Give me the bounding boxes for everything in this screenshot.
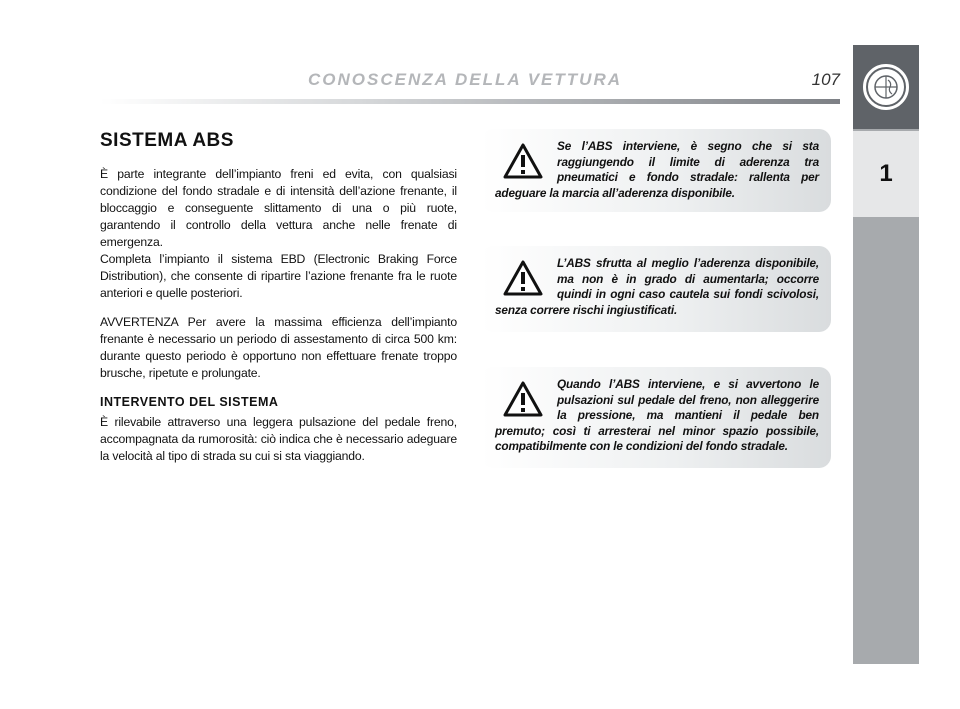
logo-box — [853, 45, 919, 129]
page-header-title: CONOSCENZA DELLA VETTURA — [307, 70, 622, 89]
body-paragraph: AVVERTENZA Per avere la massima efficienza dell’impianto frenante è necessario un periodo di assestamento di circa 500 km: durante questo periodo è opportuno non effettuare frenate troppo brusche, ripetute e prolungate. — [100, 315, 457, 380]
section-title: SISTEMA ABS — [100, 130, 234, 151]
page-number: 107 — [811, 70, 840, 89]
warning-triangle-icon — [503, 260, 543, 296]
body-paragraph: Completa l’impianto il sistema EBD (Electronic Braking Force Distribution), che consente di ripartire l’azione frenante fra le ruote anteriori e quelle posteriori. — [100, 252, 457, 300]
header-rule — [100, 99, 840, 104]
main-column — [100, 130, 457, 465]
warning-box — [481, 367, 831, 468]
warning-triangle-icon — [503, 143, 543, 179]
warning-box — [481, 129, 831, 212]
alfa-romeo-badge-icon — [863, 64, 909, 110]
chapter-side-tab — [853, 45, 919, 664]
subsection-title: INTERVENTO DEL SISTEMA — [100, 395, 279, 409]
warning-text: Se l’ABS interviene, è segno che si sta raggiungendo il limite di aderenza tra pneumatici e fondo stradale: rallenta per adeguare la marcia all’aderenza disponibile. — [495, 139, 819, 200]
chapter-number: 1 — [853, 131, 919, 217]
warning-triangle-icon — [503, 381, 543, 417]
body-paragraph: È parte integrante dell’impianto freni ed evita, con qualsiasi condizione del fondo stradale e di intensità dell’azione frenante, il bloccaggio e conseguente slittamento di una o più ruote, garantendo il controllo della vettura anche nelle frenate di emergenza. — [100, 167, 457, 249]
body-paragraph: È rilevabile attraverso una leggera pulsazione del pedale freno, accompagnata da rumorosità: ciò indica che è necessario adeguare la velocità al tipo di strada su cui si sta viaggiando. — [100, 415, 457, 463]
warning-text: L’ABS sfrutta al meglio l’aderenza disponibile, ma non è in grado di aumentarla; occorre quindi in ogni caso cautela sui fondi scivolosi, senza correre rischi ingiustificati. — [495, 256, 819, 317]
warning-text: Quando l’ABS interviene, e si avvertono le pulsazioni sul pedale del freno, non alleggerire la pressione, ma mantieni il pedale ben premuto; così ti arresterai nel minor spazio possibile, compatibilmente con le condizioni del fondo stradale. — [495, 377, 819, 453]
warning-box — [481, 246, 831, 332]
